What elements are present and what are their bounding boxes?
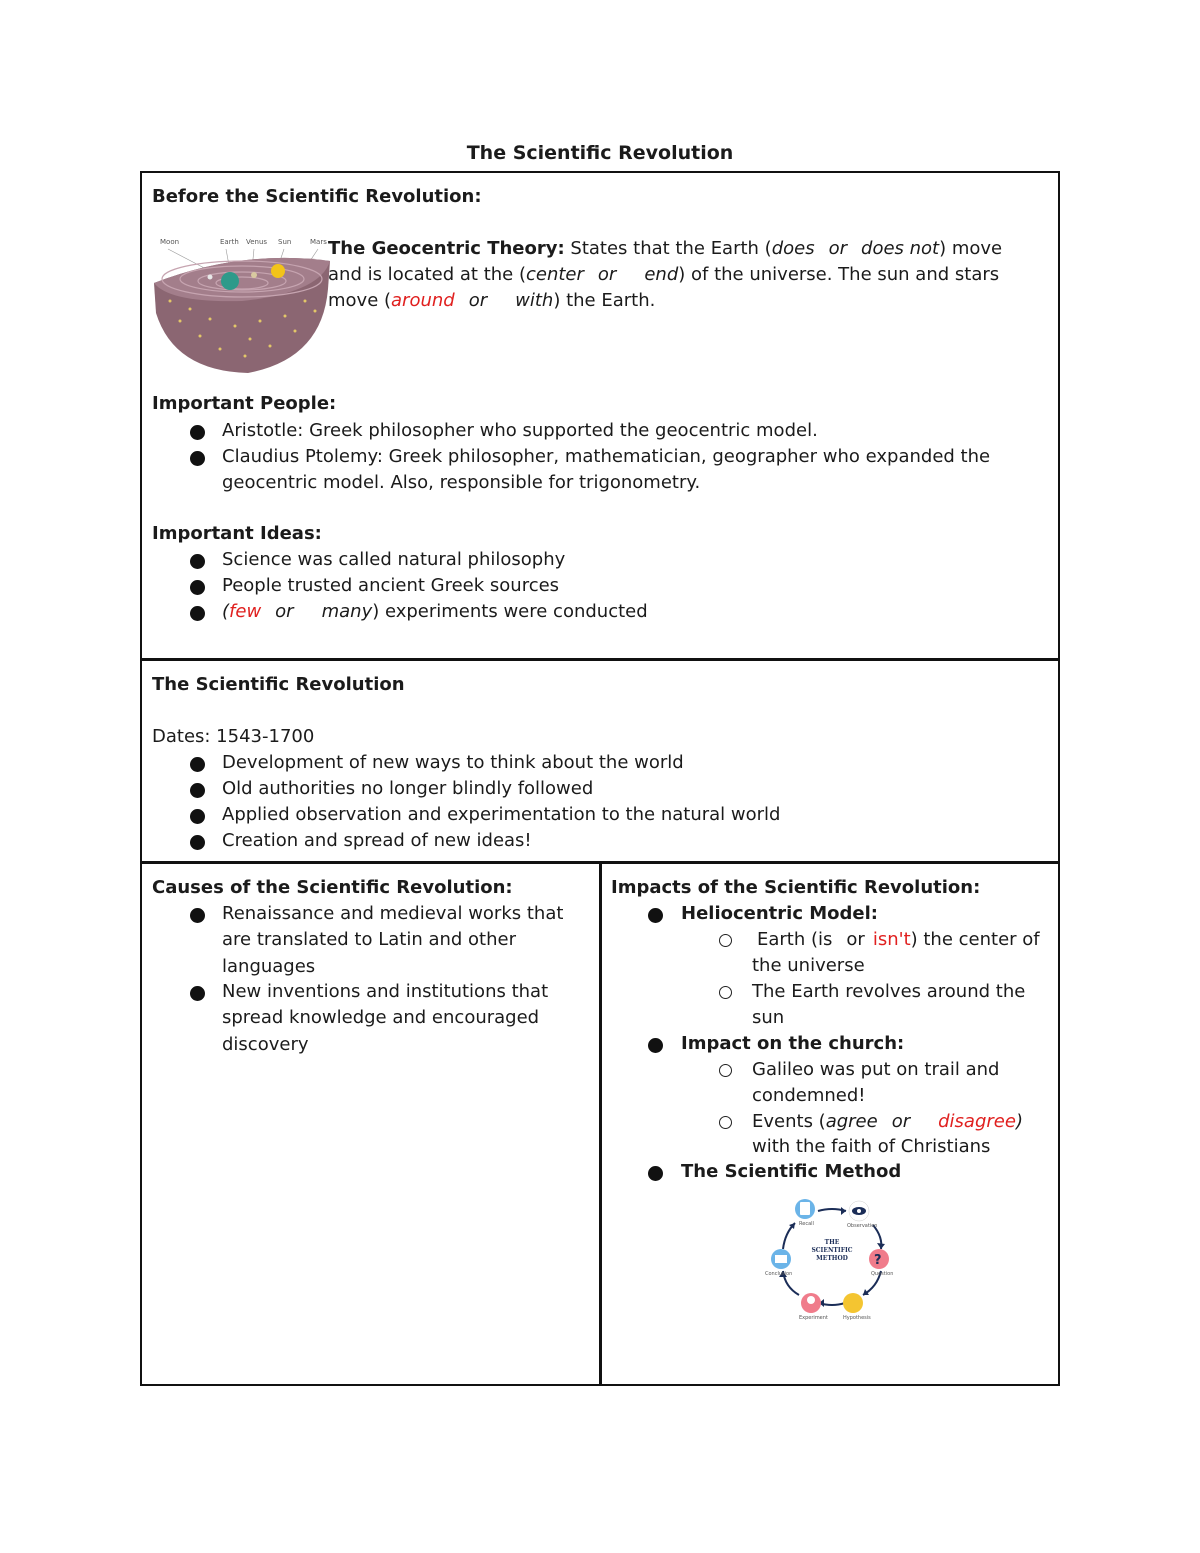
- list-item-continued: sun: [752, 1007, 785, 1028]
- figure-label-venus: Venus: [246, 238, 268, 246]
- revolution-dates: Dates: 1543-1700: [152, 726, 315, 747]
- svg-text:?: ?: [874, 1253, 882, 1268]
- answer-disagree: disagree: [938, 1111, 1016, 1132]
- impacts-heading: Impacts of the Scientific Revolution:: [611, 877, 981, 898]
- bullet-dot-icon: [190, 606, 205, 621]
- list-item-continued: geocentric model. Also, responsible for trigonometry.: [222, 472, 701, 493]
- answer-isnt: isn't: [872, 929, 911, 950]
- figure-label-sun: Sun: [278, 238, 292, 246]
- geocentric-theory-label: The Geocentric Theory:: [328, 238, 565, 259]
- list-item-continued: discovery: [222, 1034, 309, 1055]
- bullet-dot-icon: [190, 580, 205, 595]
- list-item-continued: are translated to Latin and other: [222, 929, 516, 950]
- bullet-dot-icon: [190, 757, 205, 772]
- bullet-dot-icon: [190, 835, 205, 850]
- list-item: Aristotle: Greek philosopher who supported the geocentric model.: [222, 420, 818, 441]
- bullet-circle-icon: [719, 934, 732, 947]
- list-item: Development of new ways to think about the world: [222, 752, 684, 773]
- list-item-continued: languages: [222, 956, 316, 977]
- list-item: Applied observation and experimentation to the natural world: [222, 804, 781, 825]
- geocentric-line-1: The Geocentric Theory: States that the Earth (does or does not) move: [328, 238, 1003, 259]
- impacts-section: [599, 861, 1060, 1386]
- figure-label-earth: Earth: [220, 238, 239, 246]
- list-item: Galileo was put on trail and: [752, 1059, 1000, 1080]
- bullet-dot-icon: [190, 986, 205, 1001]
- method-step-label: Recall: [799, 1221, 814, 1227]
- list-item: The Earth revolves around the: [752, 981, 1026, 1002]
- list-item-continued: condemned!: [752, 1085, 866, 1106]
- bullet-dot-icon: [190, 425, 205, 440]
- geocentric-model-figure: [150, 231, 332, 376]
- answer-around: around: [391, 290, 455, 311]
- bullet-dot-icon: [648, 1166, 663, 1181]
- bullet-circle-icon: [719, 1116, 732, 1129]
- bullet-dot-icon: [190, 908, 205, 923]
- ideas-heading: Important Ideas:: [152, 523, 322, 544]
- list-item: Science was called natural philosophy: [222, 549, 566, 570]
- figure-label-mars: Mars: [310, 238, 327, 246]
- list-item: Creation and spread of new ideas!: [222, 830, 532, 851]
- geocentric-line-3: move (around or with) the Earth.: [328, 290, 656, 311]
- list-item: People trusted ancient Greek sources: [222, 575, 560, 596]
- bullet-circle-icon: [719, 1064, 732, 1077]
- bullet-circle-icon: [719, 986, 732, 999]
- method-step-label: Experiment: [799, 1315, 828, 1321]
- bullet-dot-icon: [648, 908, 663, 923]
- method-center-text: THE SCIENTIFIC METHOD: [811, 1239, 853, 1262]
- scientific-method-figure: [763, 1197, 901, 1321]
- bullet-dot-icon: [648, 1038, 663, 1053]
- bullet-dot-icon: [190, 783, 205, 798]
- causes-heading: Causes of the Scientific Revolution:: [152, 877, 513, 898]
- church-impact-label: Impact on the church:: [681, 1033, 905, 1054]
- before-revolution-section: [140, 171, 1060, 661]
- method-step-label: Observation: [847, 1223, 878, 1229]
- page-title: The Scientific Revolution: [466, 142, 734, 164]
- geocentric-line-2: and is located at the (center or end) of the universe. The sun and stars: [328, 264, 1000, 285]
- answer-few: few: [229, 601, 262, 622]
- method-step-label: Conclusion: [765, 1271, 793, 1277]
- list-item: Events (agree or disagree): [752, 1111, 1023, 1132]
- list-item-continued: spread knowledge and encouraged: [222, 1007, 540, 1028]
- bullet-dot-icon: [190, 809, 205, 824]
- method-step-label: Hypothesis: [843, 1315, 871, 1321]
- scientific-method-label: The Scientific Method: [681, 1161, 902, 1182]
- list-item-continued: with the faith of Christians: [752, 1136, 991, 1157]
- causes-section: [140, 861, 602, 1386]
- people-heading: Important People:: [152, 393, 337, 414]
- before-heading: Before the Scientific Revolution:: [152, 186, 482, 207]
- list-item: Old authorities no longer blindly followed: [222, 778, 594, 799]
- list-item: Claudius Ptolemy: Greek philosopher, mathematician, geographer who expanded the: [222, 446, 991, 467]
- figure-label-moon: Moon: [160, 238, 180, 246]
- list-item: Earth (is or isn't) the center of: [757, 929, 1040, 950]
- scientific-revolution-section: [140, 658, 1060, 864]
- list-item-continued: the universe: [752, 955, 865, 976]
- heliocentric-label: Heliocentric Model:: [681, 903, 878, 924]
- method-step-label: Question: [871, 1271, 894, 1277]
- list-item: New inventions and institutions that: [222, 981, 549, 1002]
- bullet-dot-icon: [190, 451, 205, 466]
- revolution-heading: The Scientific Revolution: [152, 674, 405, 695]
- bullet-dot-icon: [190, 554, 205, 569]
- list-item: Renaissance and medieval works that: [222, 903, 564, 924]
- list-item: (few or many) experiments were conducted: [222, 601, 648, 622]
